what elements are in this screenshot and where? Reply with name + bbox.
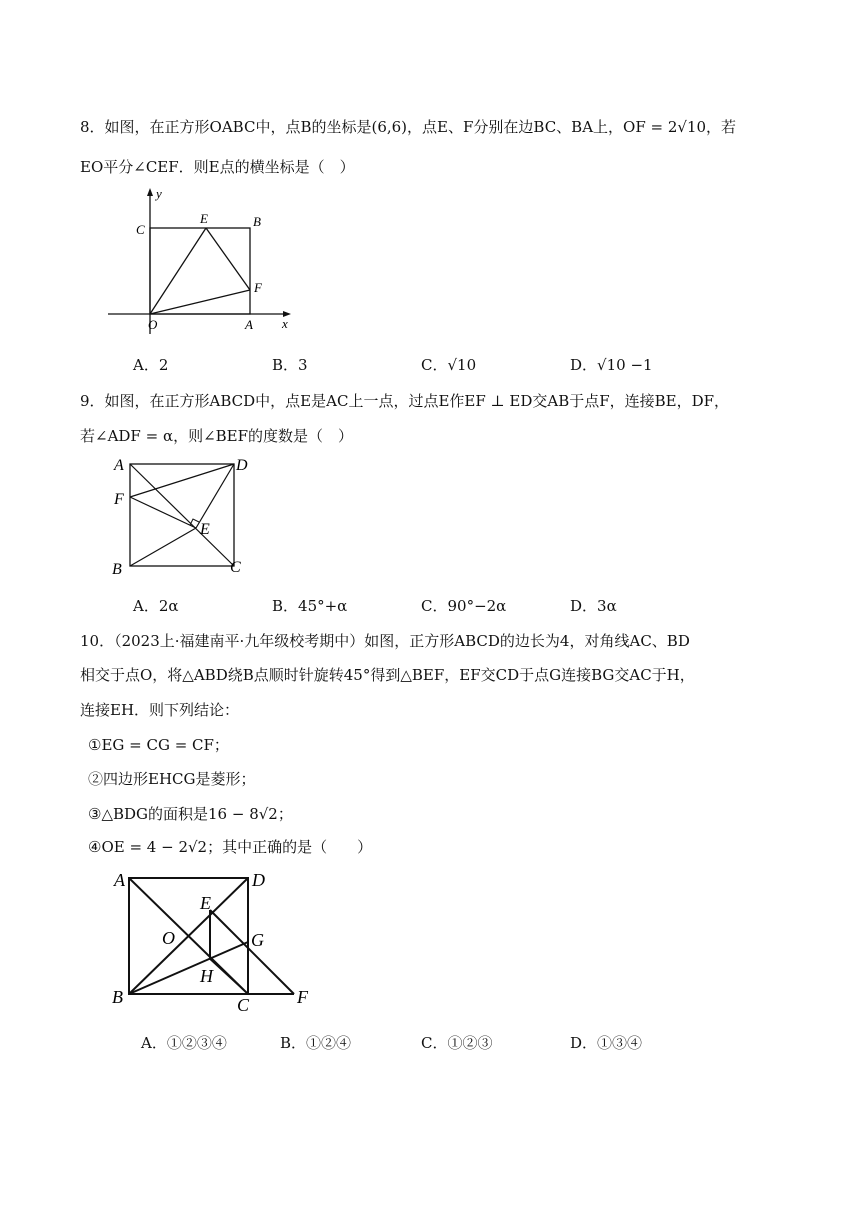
- q9-label-B: B: [112, 561, 122, 578]
- q9-text-line1: 9．如图，在正方形ABCD中，点E是AC上一点，过点E作EF ⊥ ED交AB于点F，连接BE，DF，: [80, 392, 730, 410]
- q8-option-b: B．3: [272, 356, 308, 374]
- q10-label-D: D: [252, 870, 265, 890]
- q8-label-O: O: [148, 317, 158, 332]
- q10-label-C: C: [237, 995, 250, 1012]
- q8-option-c: C．√10: [421, 356, 477, 374]
- q10-item-1: ①EG = CG = CF；: [88, 736, 229, 754]
- q8-label-x: x: [282, 316, 288, 331]
- q8-label-C: C: [136, 222, 145, 237]
- q8-label-B: B: [253, 214, 261, 229]
- q8-option-d: D．√10 −1: [570, 356, 653, 374]
- q10-text-line3: 连接EH．则下列结论：: [80, 701, 240, 719]
- q8-option-a: A．2: [133, 356, 169, 374]
- q9-label-C: C: [230, 559, 241, 576]
- q10-text-line1: 10．（2023上·福建南平·九年级校考期中）如图，正方形ABCD的边长为4，对角线AC、BD: [80, 632, 690, 650]
- q10-figure: [108, 866, 328, 1012]
- q9-option-d: D．3α: [570, 597, 617, 615]
- q9-option-a: A．2α: [133, 597, 179, 615]
- q9-text-line2: 若∠ADF = α，则∠BEF的度数是（ ）: [80, 427, 354, 445]
- q9-label-D: D: [236, 457, 248, 474]
- q10-item-3: ③△BDG的面积是16 − 8√2；: [88, 805, 293, 823]
- q10-option-c: C．①②③: [421, 1034, 493, 1052]
- q9-label-A: A: [114, 457, 124, 474]
- q8-label-E: E: [200, 211, 208, 226]
- q9-figure: [108, 452, 258, 578]
- q10-label-H: H: [200, 966, 213, 986]
- q10-option-b: B．①②④: [280, 1034, 352, 1052]
- q10-label-E: E: [200, 893, 211, 913]
- q8-text-line2: EO平分∠CEF．则E点的横坐标是（ ）: [80, 158, 355, 176]
- q8-figure: [108, 184, 298, 334]
- q9-label-E: E: [200, 521, 210, 538]
- q8-label-A: A: [245, 317, 253, 332]
- q10-text-line2: 相交于点O，将△ABD绕B点顺时针旋转45°得到△BEF，EF交CD于点G连接BG交AC于H，: [80, 666, 695, 684]
- q10-option-a: A．①②③④: [141, 1034, 227, 1052]
- q10-item-4: ④OE = 4 − 2√2；其中正确的是（ ）: [88, 838, 373, 856]
- q9-option-c: C．90°−2α: [421, 597, 507, 615]
- q10-label-G: G: [251, 930, 264, 950]
- q8-label-F: F: [254, 280, 262, 295]
- q10-item-2: ②四边形EHCG是菱形；: [88, 770, 256, 788]
- q9-option-b: B．45°+α: [272, 597, 348, 615]
- q10-label-F: F: [297, 987, 308, 1007]
- q10-label-O: O: [162, 928, 175, 948]
- q10-label-B: B: [112, 987, 123, 1007]
- q8-label-y: y: [156, 186, 162, 201]
- q10-option-d: D．①③④: [570, 1034, 643, 1052]
- q8-text-line1: 8．如图，在正方形OABC中，点B的坐标是(6,6)，点E、F分别在边BC、BA上，OF = 2√10，若: [80, 118, 737, 136]
- q10-label-A: A: [114, 870, 125, 890]
- q9-label-F: F: [114, 491, 124, 508]
